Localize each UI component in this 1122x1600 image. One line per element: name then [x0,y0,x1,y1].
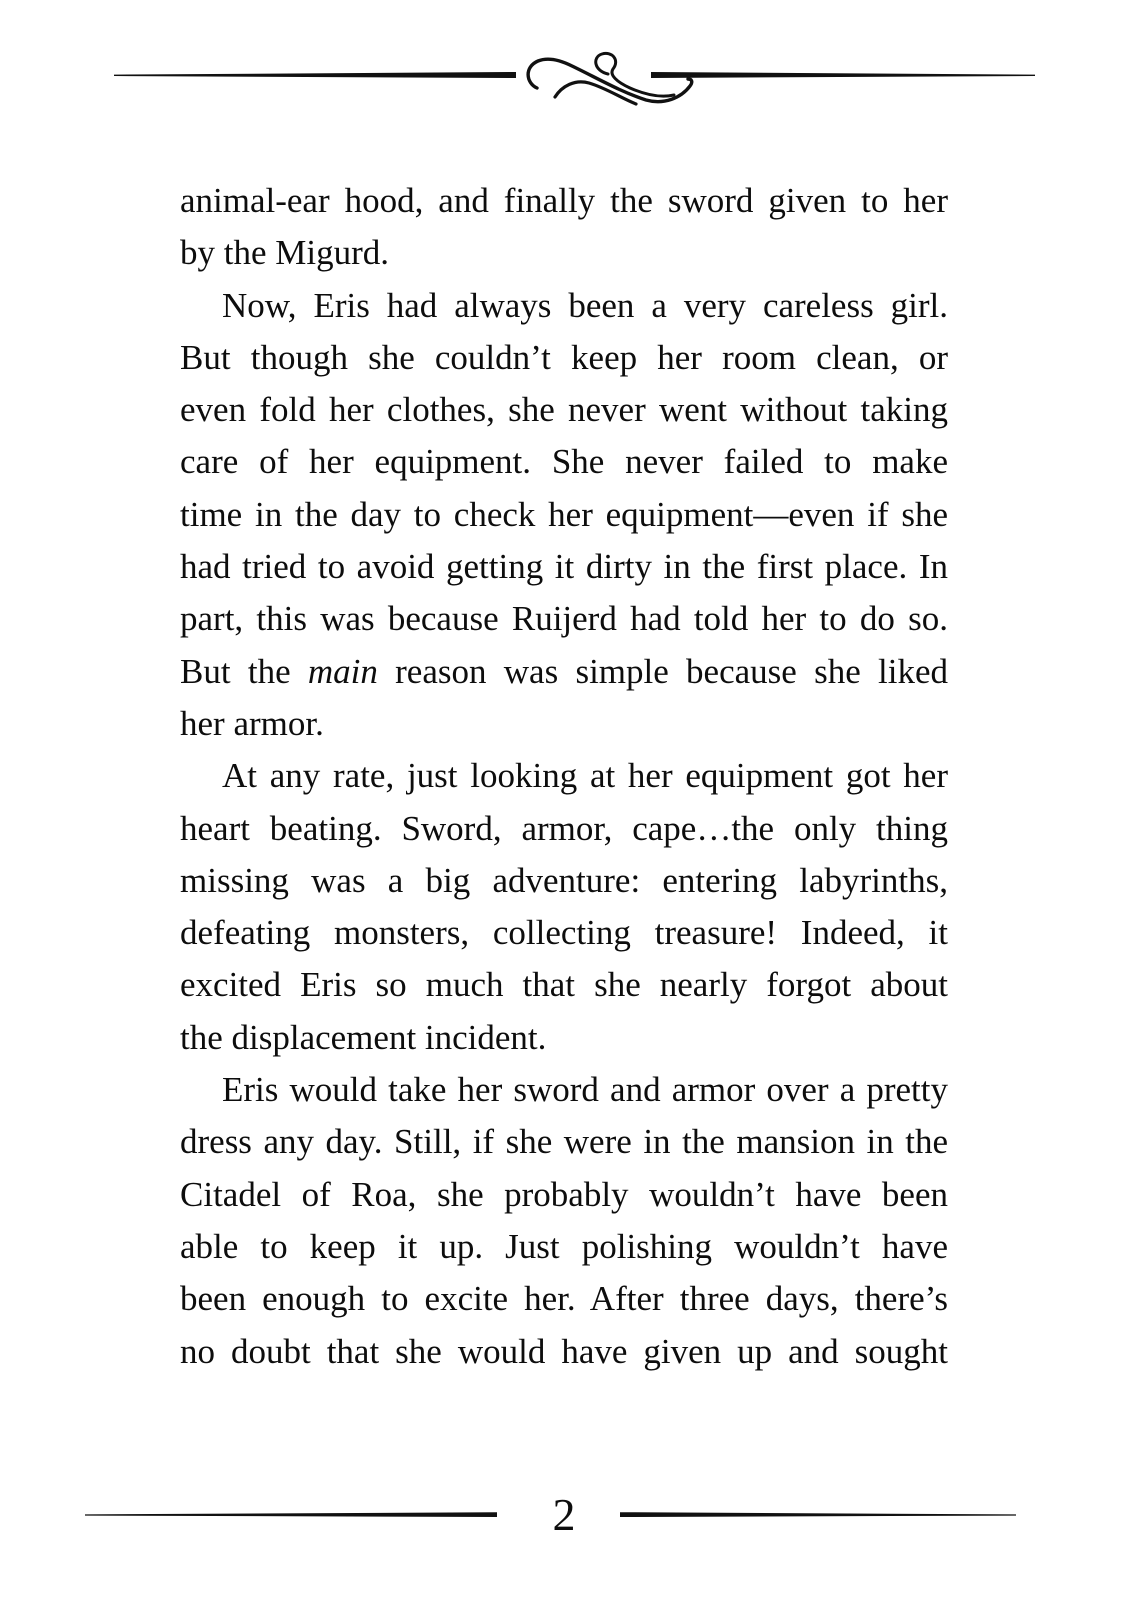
text-line [180,1064,948,1116]
text-line [180,489,948,541]
text-line [180,1221,948,1273]
text-segment: part, this was because Ruijerd had told her to do so. [180,599,948,639]
page-number: 2 [552,1489,576,1540]
text-segment: missing was a big adventure: entering labyrinths, [180,860,948,900]
text-line [180,384,948,436]
text-line [180,750,948,802]
text-line [180,1012,948,1064]
text-segment: no doubt that she would have given up and sought [180,1331,948,1371]
header-rule-right [651,70,1035,81]
text-segment: able to keep it up. Just polishing wouldn’t have [180,1226,948,1266]
emphasized-word: main [307,651,378,691]
text-segment: time in the day to check her equipment—even if she [180,494,948,534]
text-line [180,436,948,488]
text-segment: had tried to avoid getting it dirty in the first place. In [180,547,948,587]
text-line [180,175,948,227]
text-segment: At any rate, just looking at her equipment got her [222,756,948,796]
footer-rule-left [85,1510,497,1520]
text-line [180,1169,948,1221]
text-segment: animal-ear hood, and finally the sword given to her [180,181,948,220]
text-line [180,907,948,959]
text-segment: But the [180,651,308,691]
text-segment: excited Eris so much that she nearly forgot about [180,965,948,1005]
text-line [180,593,948,645]
header-rule-left [114,70,516,81]
text-line [180,332,948,384]
text-segment: Eris would take her sword and armor over a pretty [222,1070,948,1110]
paragraph [180,280,948,751]
text-line [180,803,948,855]
text-segment: Now, Eris had always been a very careless girl. [222,285,948,325]
paragraph [180,1064,948,1378]
text-line [180,280,948,332]
page-body-text [180,175,948,1378]
text-segment: her armor. [180,703,324,743]
text-line [180,855,948,907]
text-line [180,227,948,279]
text-line [180,541,948,593]
text-segment: But though she couldn’t keep her room clean, or [180,337,948,377]
text-segment: been enough to excite her. After three days, there’s [180,1279,948,1319]
text-segment: heart beating. Sword, armor, cape…the only thing [180,808,948,848]
footer-rule-right [620,1510,1016,1520]
text-line [180,1116,948,1168]
paragraph [180,750,948,1064]
paragraph [180,175,948,280]
text-line [180,959,948,1011]
text-segment: the displacement incident. [180,1017,547,1057]
text-line [180,698,948,750]
text-line [180,646,948,698]
calligraphic-flourish-icon [505,40,705,125]
text-segment: by the Migurd. [180,233,390,273]
text-segment: defeating monsters, collecting treasure! Indeed, it [180,913,948,953]
text-line [180,1273,948,1325]
text-segment: Citadel of Roa, she probably wouldn’t have been [180,1174,948,1214]
text-segment: even fold her clothes, she never went without taking [180,390,948,430]
text-segment: dress any day. Still, if she were in the mansion in the [180,1122,948,1162]
text-segment: care of her equipment. She never failed to make [180,442,948,482]
text-segment: reason was simple because she liked [377,651,948,691]
text-line [180,1326,948,1378]
